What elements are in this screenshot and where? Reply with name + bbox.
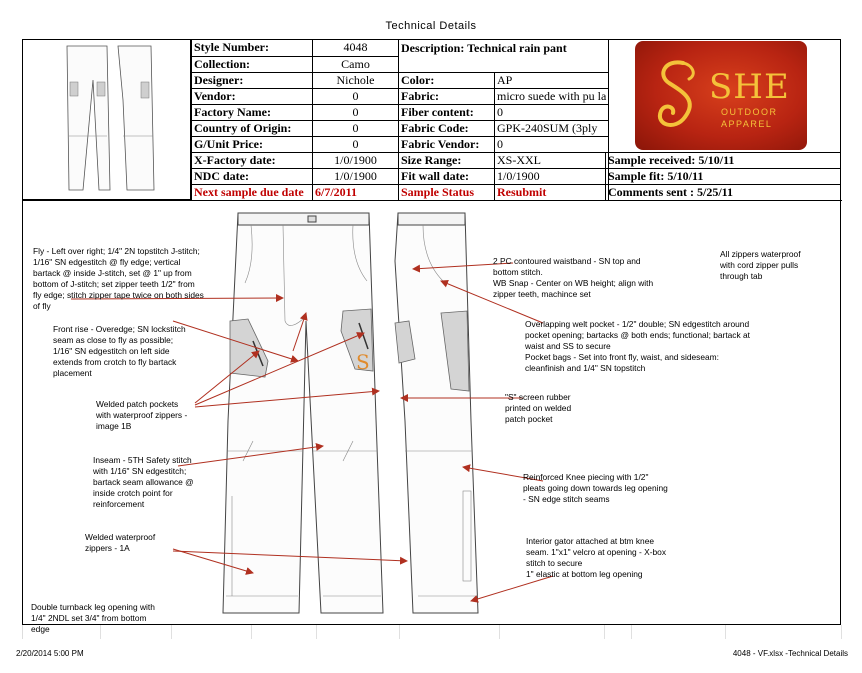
note-line: reinforcement [93,499,145,509]
sample-info-table [605,152,840,201]
note-line: Fly - Left over right; 1/4" 2N topstitch J-stitch; [33,246,200,256]
logo-cell [605,40,841,153]
color-label: Color: [399,72,495,88]
note-line: with waterproof zippers - [96,410,188,420]
note-line: 1/16" SN edgestitch on left side [53,346,170,356]
sample-fit: Sample fit: 5/10/11 [606,169,841,185]
s-screen-print-icon: S [356,350,370,374]
note-line: Interior gator attached at btm knee [526,536,655,546]
next-sample-date: 6/7/2011 [313,184,399,200]
note-line: zippers - 1A [85,543,130,553]
note-line: image 1B [96,421,132,431]
ndc-label: NDC date: [192,168,313,184]
note-waistband [493,256,693,300]
note-line: Inseam - 5TH Safety stitch [93,455,192,465]
note-line: cleanfinish and 1/4" SN topstitch [525,363,646,373]
note-line: placement [53,368,92,378]
note-line: 2 PC contoured waistband - SN top and [493,256,641,266]
note-line: patch pocket [505,414,553,424]
sample-status: Resubmit [495,184,609,200]
fiber: 0 [495,104,609,120]
page-title: Technical Details [385,20,477,32]
size-range: XS-XXL [495,152,609,168]
fabric-vendor-label: Fabric Vendor: [399,136,495,152]
note-line: "S" screen rubber [505,392,571,402]
style-number: 4048 [313,40,399,56]
note-line: WB Snap - Center on WB height; align with [493,278,654,288]
note-line: Welded patch pockets [96,399,179,409]
fabric-code-label: Fabric Code: [399,120,495,136]
note-line: stitch to secure [526,558,583,568]
note-line: bartack seam allowance @ [93,477,194,487]
style-number-label: Style Number: [192,40,313,56]
note-fly [33,246,248,312]
note-line: Reinforced Knee piecing with 1/2" [523,472,649,482]
collection: Camo [313,56,399,72]
technical-drawing-area [23,200,842,634]
brand-logo [635,41,807,150]
note-line: printed on welded [505,403,572,413]
size-label: Size Range: [399,152,495,168]
factory-label: Factory Name: [192,104,313,120]
sample-received: Sample received: 5/10/11 [606,153,841,169]
vendor: 0 [313,88,399,104]
note-line: Welded waterproof [85,532,156,542]
note-gator [526,536,726,580]
note-line: Double turnback leg opening with [31,602,155,612]
file-sheet-name: 4048 - VF.xlsx -Technical Details [732,649,848,658]
thumbnail-cell [23,40,191,200]
note-line: edge [31,624,50,634]
note-line: bartack @ inside J-stitch, set @ 1" up from [33,268,192,278]
country: 0 [313,120,399,136]
note-line: extends from crotch to fly bartack [53,357,177,367]
note-line: 1" elastic at bottom leg opening [526,569,643,579]
note-welt-pocket [525,319,795,374]
comments-sent: Comments sent : 5/25/11 [606,185,841,201]
logo-word: SHE [709,67,790,107]
note-line: with cord zipper pulls [720,260,799,270]
note-knee [523,472,723,505]
logo-line1: OUTDOOR [721,107,778,117]
description-label: Description: [401,41,465,55]
note-front-rise [53,324,233,379]
note-welded-zippers [85,532,195,554]
note-welded-pockets [96,399,226,432]
fabric: micro suede with pu la [495,88,609,104]
xfactory-label: X-Factory date: [192,152,313,168]
price-label: G/Unit Price: [192,136,313,152]
factory: 0 [313,104,399,120]
note-line: of fly [33,301,51,311]
note-line: with 1/16" SN edgestitch; [93,466,187,476]
next-sample-label: Next sample due date [192,184,313,200]
note-line: All zippers waterproof [720,249,801,259]
fitwall-label: Fit wall date: [399,168,495,184]
designer: Nichole [313,72,399,88]
note-line: fly edge; stitch zipper tape twice on both sides [33,290,204,300]
sample-status-label: Sample Status [399,184,495,200]
color: AP [495,72,609,88]
note-line: Front rise - Overedge; SN lockstitch [53,324,186,334]
note-line: bottom of J-stitch; set zipper teeth 1/2" from [33,279,195,289]
note-line: through tab [720,271,763,281]
note-line: pleats going down towards leg opening [523,483,668,493]
note-line: pocket opening; bartacks @ both ends; functional; bartack at [525,330,750,340]
note-line: waist and SS to secure [525,341,611,351]
sheet-grid-row [22,625,841,639]
logo-line2: APPAREL [721,119,773,129]
tech-sheet [22,39,841,634]
note-inseam [93,455,233,510]
note-line: 1/4" 2NDL set 3/4" from bottom [31,613,147,623]
note-line: inside crotch point for [93,488,173,498]
note-line: Overlapping welt pocket - 1/2" double; SN edgestitch around [525,319,750,329]
price: 0 [313,136,399,152]
note-line: bottom stitch. [493,267,543,277]
note-line: zipper teeth, machince set [493,289,591,299]
print-timestamp: 2/20/2014 5:00 PM [16,649,84,658]
country-label: Country of Origin: [192,120,313,136]
ndc-date: 1/0/1900 [313,168,399,184]
note-line: seam as close to fly as possible; [53,335,174,345]
description: Technical rain pant [467,41,567,55]
note-all-zippers [720,249,835,282]
note-line: - SN edge stitch seams [523,494,610,504]
fabric-vendor: 0 [495,136,609,152]
note-line: Pocket bags - Set into front fly, waist, and sideseam: [525,352,719,362]
fabric-label: Fabric: [399,88,495,104]
note-line: seam. 1"x1" velcro at opening - X-box [526,547,667,557]
xfactory: 1/0/1900 [313,152,399,168]
note-s-screen [505,392,615,425]
fitwall-date: 1/0/1900 [495,168,609,184]
pant-thumbnail [23,40,191,200]
spec-table [191,40,609,201]
collection-label: Collection: [192,56,313,72]
note-line: 1/16" SN edgestitch @ fly edge; vertical [33,257,181,267]
fabric-code: GPK-240SUM (3ply [495,120,609,136]
fiber-label: Fiber content: [399,104,495,120]
designer-label: Designer: [192,72,313,88]
vendor-label: Vendor: [192,88,313,104]
